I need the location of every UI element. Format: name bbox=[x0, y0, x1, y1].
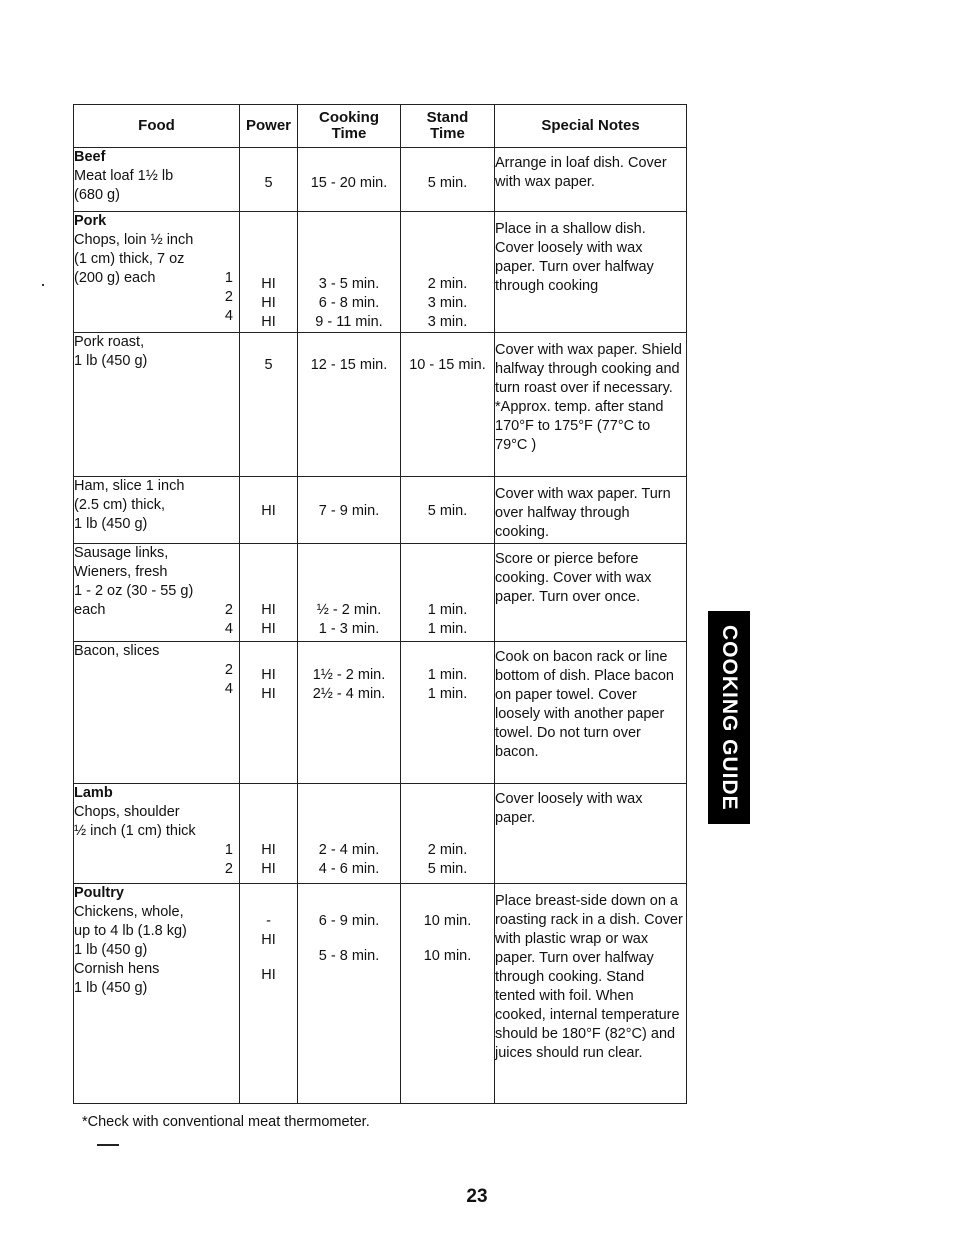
stand-time: 1 min. bbox=[427, 667, 468, 683]
stray-mark bbox=[42, 284, 44, 286]
food-cell bbox=[74, 642, 240, 784]
cooking-time-cell bbox=[298, 333, 401, 477]
stand-time-cell bbox=[401, 333, 495, 477]
quantity-row bbox=[74, 601, 239, 620]
quantity-row bbox=[74, 680, 239, 699]
cooking-time: 7 - 9 min. bbox=[318, 503, 380, 519]
power-level: - bbox=[266, 913, 271, 929]
power-level: HI bbox=[261, 667, 276, 683]
cooking-guide-table bbox=[73, 104, 687, 1104]
stand-time-list bbox=[401, 477, 494, 521]
stand-time-cell bbox=[401, 544, 495, 642]
power-level: 5 bbox=[264, 357, 273, 373]
stand-time-list bbox=[401, 212, 494, 332]
quantity-row bbox=[74, 841, 239, 860]
quantity-count: 2 bbox=[224, 662, 233, 678]
food-category: Lamb bbox=[74, 785, 113, 801]
food-cell bbox=[74, 148, 240, 212]
cooking-time: 9 - 11 min. bbox=[315, 314, 383, 330]
quantity-count: 4 bbox=[224, 621, 233, 637]
food-cell bbox=[74, 884, 240, 1104]
cooking-time-list bbox=[298, 333, 400, 375]
food-description: Bacon, slices bbox=[74, 643, 160, 659]
food-description: 1 lb (450 g) bbox=[74, 980, 148, 996]
table-row bbox=[74, 333, 687, 477]
food-description: (2.5 cm) thick, bbox=[74, 497, 166, 513]
stand-time: 1 min. bbox=[427, 686, 468, 702]
header-stand-time: Stand Time bbox=[401, 105, 495, 148]
cooking-guide-tab bbox=[708, 611, 750, 824]
table-row bbox=[74, 544, 687, 642]
header-row bbox=[74, 105, 687, 148]
quantity-label: (200 g) each bbox=[74, 270, 156, 286]
power-level: HI bbox=[261, 602, 276, 618]
side-tab-label: COOKING GUIDE bbox=[718, 624, 741, 811]
stand-time-list bbox=[401, 642, 494, 704]
power-level: HI bbox=[261, 621, 276, 637]
header-power: Power bbox=[240, 105, 298, 148]
cooking-time: 4 - 6 min. bbox=[318, 861, 380, 877]
special-notes-cell: Cover with wax paper. Shield halfway through cooking and turn roast over if necessary. *Approx. temp. after stand 170°F to 175°F (77°C to 79°C ) bbox=[495, 333, 687, 477]
stand-time: 10 min. bbox=[423, 913, 472, 929]
quantity-count: 4 bbox=[224, 681, 233, 697]
table-row bbox=[74, 212, 687, 333]
power-level-list bbox=[240, 212, 297, 332]
table-row bbox=[74, 784, 687, 884]
food-cell bbox=[74, 784, 240, 884]
special-notes-cell: Cover loosely with wax paper. bbox=[495, 784, 687, 884]
quantity-label: each bbox=[74, 602, 106, 618]
power-level: HI bbox=[261, 295, 276, 311]
power-level: HI bbox=[261, 314, 276, 330]
power-level bbox=[240, 950, 297, 966]
power-level-list bbox=[240, 642, 297, 704]
quantity-count: 1 bbox=[224, 270, 233, 286]
stand-time: 2 min. bbox=[427, 842, 468, 858]
cooking-time-list bbox=[298, 477, 400, 521]
cooking-time: ½ - 2 min. bbox=[316, 602, 382, 618]
quantity-row bbox=[74, 288, 239, 307]
food-category: Poultry bbox=[74, 885, 124, 901]
quantity-count: 2 bbox=[224, 602, 233, 618]
power-level-list bbox=[240, 784, 297, 879]
cooking-time-cell bbox=[298, 642, 401, 784]
quantity-count: 1 bbox=[224, 842, 233, 858]
cooking-time-list bbox=[298, 884, 400, 966]
food-description: (680 g) bbox=[74, 187, 120, 203]
food-description: Pork roast, bbox=[74, 334, 145, 350]
stand-time bbox=[401, 931, 494, 947]
food-description: Meat loaf 1½ lb bbox=[74, 168, 174, 184]
stand-time-list bbox=[401, 884, 494, 966]
stand-time-list bbox=[401, 784, 494, 879]
power-level-list bbox=[240, 884, 297, 985]
power-level-list bbox=[240, 477, 297, 521]
quantity-row bbox=[74, 269, 239, 288]
power-level-list bbox=[240, 544, 297, 639]
food-description: Sausage links, bbox=[74, 545, 169, 561]
special-notes-cell: Cover with wax paper. Turn over halfway through cooking. bbox=[495, 477, 687, 544]
cooking-time: 3 - 5 min. bbox=[318, 276, 380, 292]
food-description: up to 4 lb (1.8 kg) bbox=[74, 923, 187, 939]
food-description: (1 cm) thick, 7 oz bbox=[74, 251, 185, 267]
quantity-row bbox=[74, 860, 239, 879]
food-description: Wieners, fresh bbox=[74, 564, 168, 580]
special-notes-cell: Place in a shallow dish. Cover loosely with wax paper. Turn over halfway through cooking bbox=[495, 212, 687, 333]
cooking-time-list bbox=[298, 148, 400, 193]
power-cell bbox=[240, 642, 298, 784]
stand-time: 5 min. bbox=[427, 175, 468, 191]
stand-time-cell bbox=[401, 642, 495, 784]
power-level: HI bbox=[261, 503, 276, 519]
food-cell bbox=[74, 477, 240, 544]
stand-time: 3 min. bbox=[427, 314, 468, 330]
food-description: 1 lb (450 g) bbox=[74, 353, 148, 369]
cooking-time-list bbox=[298, 544, 400, 639]
cooking-time: 2 - 4 min. bbox=[318, 842, 380, 858]
cooking-time: 2½ - 4 min. bbox=[312, 686, 386, 702]
food-description: Chickens, whole, bbox=[74, 904, 184, 920]
quantity-row bbox=[74, 661, 239, 680]
power-level-list bbox=[240, 333, 297, 375]
stand-time: 10 - 15 min. bbox=[409, 357, 486, 373]
stand-time-cell bbox=[401, 477, 495, 544]
cooking-time-cell bbox=[298, 148, 401, 212]
stand-time-list bbox=[401, 544, 494, 639]
food-description: Cornish hens bbox=[74, 961, 160, 977]
stand-time: 1 min. bbox=[427, 621, 468, 637]
special-notes-cell: Cook on bacon rack or line bottom of dish. Place bacon on paper towel. Cover loosely with another paper towel. Do not turn over bacon. bbox=[495, 642, 687, 784]
cooking-time: 6 - 9 min. bbox=[318, 913, 380, 929]
stand-time-cell bbox=[401, 212, 495, 333]
cooking-time-list bbox=[298, 212, 400, 332]
quantity-count: 2 bbox=[224, 861, 233, 877]
power-cell bbox=[240, 784, 298, 884]
food-cell bbox=[74, 212, 240, 333]
food-description: Ham, slice 1 inch bbox=[74, 478, 185, 494]
power-level: 5 bbox=[264, 175, 273, 191]
cooking-time: 15 - 20 min. bbox=[310, 175, 388, 191]
header-special-notes: Special Notes bbox=[495, 105, 687, 148]
stand-time-cell bbox=[401, 884, 495, 1104]
footnote: *Check with conventional meat thermometer. bbox=[82, 1114, 370, 1130]
power-level-list bbox=[240, 148, 297, 193]
cooking-time: 1½ - 2 min. bbox=[312, 667, 386, 683]
stand-time-list bbox=[401, 148, 494, 193]
power-cell bbox=[240, 477, 298, 544]
quantity-count: 2 bbox=[224, 289, 233, 305]
cooking-time: 1 - 3 min. bbox=[318, 621, 380, 637]
power-cell bbox=[240, 884, 298, 1104]
cooking-time: 5 - 8 min. bbox=[318, 948, 380, 964]
cooking-time-cell bbox=[298, 544, 401, 642]
power-level: HI bbox=[261, 686, 276, 702]
stand-time-cell bbox=[401, 148, 495, 212]
cooking-time bbox=[298, 931, 400, 947]
table-row bbox=[74, 884, 687, 1104]
cooking-time-cell bbox=[298, 477, 401, 544]
special-notes-cell: Place breast-side down on a roasting rack in a dish. Cover with plastic wrap or wax paper. Turn over halfway through cooking. Stand tented with foil. When cooked, internal temperature should be 180°F (82°C) and juices should run clear. bbox=[495, 884, 687, 1104]
power-level: HI bbox=[261, 967, 276, 983]
stand-time-list bbox=[401, 333, 494, 375]
food-cell bbox=[74, 333, 240, 477]
cooking-time: 12 - 15 min. bbox=[310, 357, 388, 373]
stray-mark bbox=[97, 1144, 119, 1146]
stand-time-cell bbox=[401, 784, 495, 884]
stand-time: 2 min. bbox=[427, 276, 468, 292]
table-row bbox=[74, 642, 687, 784]
food-category: Pork bbox=[74, 213, 107, 229]
power-level: HI bbox=[261, 932, 276, 948]
header-cooking-time: Cooking Time bbox=[298, 105, 401, 148]
stand-time: 3 min. bbox=[427, 295, 468, 311]
header-food: Food bbox=[74, 105, 240, 148]
power-cell bbox=[240, 148, 298, 212]
power-cell bbox=[240, 333, 298, 477]
food-category: Beef bbox=[74, 149, 106, 165]
stand-time: 5 min. bbox=[427, 503, 468, 519]
quantity-count: 4 bbox=[224, 308, 233, 324]
table-row bbox=[74, 148, 687, 212]
quantity-row bbox=[74, 307, 239, 326]
cooking-time-list bbox=[298, 642, 400, 704]
food-description: 1 lb (450 g) bbox=[74, 516, 148, 532]
stand-time: 5 min. bbox=[427, 861, 468, 877]
cooking-time-cell bbox=[298, 884, 401, 1104]
food-cell bbox=[74, 544, 240, 642]
food-description: 1 - 2 oz (30 - 55 g) bbox=[74, 583, 194, 599]
food-description: Chops, shoulder bbox=[74, 804, 180, 820]
power-cell bbox=[240, 544, 298, 642]
power-cell bbox=[240, 212, 298, 333]
cooking-time-cell bbox=[298, 212, 401, 333]
special-notes-cell: Score or pierce before cooking. Cover with wax paper. Turn over once. bbox=[495, 544, 687, 642]
cooking-time-list bbox=[298, 784, 400, 879]
power-level: HI bbox=[261, 842, 276, 858]
special-notes-cell: Arrange in loaf dish. Cover with wax paper. bbox=[495, 148, 687, 212]
food-description: ½ inch (1 cm) thick bbox=[74, 823, 196, 839]
cooking-time-cell bbox=[298, 784, 401, 884]
stand-time: 10 min. bbox=[423, 948, 472, 964]
power-level: HI bbox=[261, 861, 276, 877]
food-description: Chops, loin ½ inch bbox=[74, 232, 194, 248]
quantity-row bbox=[74, 620, 239, 639]
table-row bbox=[74, 477, 687, 544]
power-level: HI bbox=[261, 276, 276, 292]
page-number: 23 bbox=[466, 1186, 488, 1207]
cooking-time: 6 - 8 min. bbox=[318, 295, 380, 311]
food-description: 1 lb (450 g) bbox=[74, 942, 148, 958]
stand-time: 1 min. bbox=[427, 602, 468, 618]
